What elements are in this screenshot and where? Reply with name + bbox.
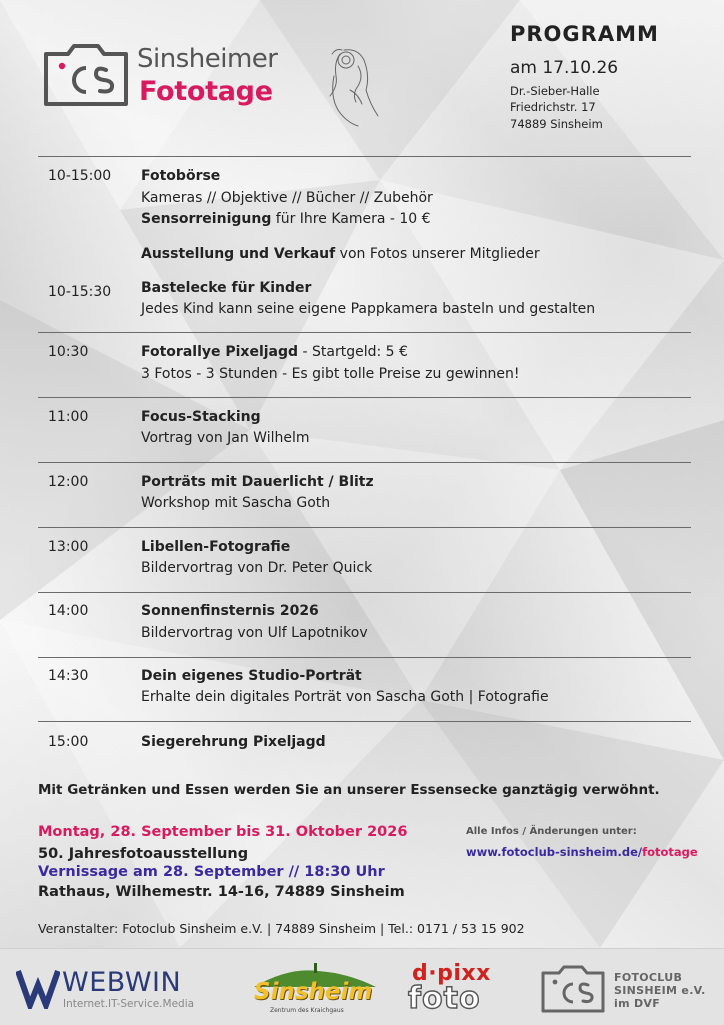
venue-city: 74889 Sinsheim — [510, 117, 603, 131]
dpixx-foto-wordmark: foto — [408, 981, 481, 1016]
divider — [38, 462, 691, 463]
camera-icon — [42, 40, 130, 108]
website-link-highlight: fototage — [642, 845, 698, 859]
schedule-title: Fotorallye Pixeljagd — [141, 344, 299, 360]
exhibition-place: Rathaus, Wilhemestr. 14-16, 74889 Sinsheim — [38, 884, 405, 900]
venue-name: Dr.-Sieber-Halle — [510, 84, 600, 98]
photographer-sketch-icon — [314, 46, 384, 130]
dpixx-wordmark: d·pixx — [412, 961, 491, 986]
schedule-time: 13:00 — [48, 539, 89, 555]
divider — [38, 592, 691, 593]
exhibition-title: 50. Jahresfotoausstellung — [38, 846, 249, 862]
schedule-title: Bastelecke für Kinder — [141, 280, 312, 296]
sinsheimer-fototage-logo — [42, 36, 342, 116]
website-link[interactable] — [466, 845, 698, 859]
exhibition-dates: Montag, 28. September bis 31. Oktober 2026 — [38, 824, 408, 840]
schedule-time: 11:00 — [48, 409, 89, 425]
schedule-title: Dein eigenes Studio-Porträt — [141, 668, 362, 684]
detail-text: für Ihre Kamera - 10 € — [271, 211, 431, 227]
website-link-main: www.fotoclub-sinsheim.de/ — [466, 845, 643, 859]
schedule-time: 14:30 — [48, 668, 89, 684]
schedule-time: 14:00 — [48, 603, 89, 619]
catering-note: Mit Getränken und Essen werden Sie an unserer Essensecke ganztägig verwöhnt. — [38, 782, 660, 798]
schedule-title: Porträts mit Dauerlicht / Blitz — [141, 474, 374, 490]
detail-highlight: Ausstellung und Verkauf — [141, 246, 336, 262]
logo-wordmark-bottom: Fototage — [139, 76, 273, 107]
schedule-title: Siegerehrung Pixeljagd — [141, 734, 326, 750]
info-label: Alle Infos / Änderungen unter: — [466, 826, 637, 837]
camera-icon — [540, 963, 606, 1015]
sponsor-bar — [0, 948, 724, 1025]
divider — [38, 527, 691, 528]
divider — [38, 721, 691, 722]
fotoclub-line3: im DVF — [614, 997, 661, 1010]
schedule-detail: Bildervortrag von Ulf Lapotnikov — [141, 625, 368, 641]
schedule-title: Libellen-Fotografie — [141, 539, 291, 555]
schedule-title-row — [141, 344, 408, 360]
logo-wordmark-top: Sinsheimer — [137, 44, 278, 74]
schedule-title: Fotobörse — [141, 168, 221, 184]
webwin-w-icon — [16, 967, 60, 1009]
schedule-detail: 3 Fotos - 3 Stunden - Es gibt tolle Preise zu gewinnen! — [141, 366, 520, 382]
schedule-time: 10:30 — [48, 344, 89, 360]
event-date: am 17.10.26 — [510, 58, 619, 78]
schedule-detail: Erhalte dein digitales Porträt von Sascha Goth | Fotografie — [141, 689, 549, 705]
schedule-title: Sonnenfinsternis 2026 — [141, 603, 319, 619]
fotoclub-line1: FOTOCLUB — [614, 971, 683, 984]
schedule-time: 12:00 — [48, 474, 89, 490]
schedule-detail: Vortrag von Jan Wilhelm — [141, 430, 310, 446]
webwin-name: WEBWIN — [62, 967, 182, 998]
schedule-detail: Workshop mit Sascha Goth — [141, 495, 331, 511]
divider — [38, 156, 691, 157]
schedule-detail — [141, 211, 431, 227]
schedule-detail: Jedes Kind kann seine eigene Pappkamera basteln und gestalten — [141, 301, 596, 317]
dpixx-logo — [408, 959, 508, 1019]
sinsheim-city-logo — [248, 961, 380, 1017]
divider — [38, 397, 691, 398]
exhibition-vernissage: Vernissage am 28. September // 18:30 Uhr — [38, 864, 385, 880]
schedule-time: 15:00 — [48, 734, 89, 750]
detail-highlight: Sensorreinigung — [141, 211, 272, 227]
organizer-line: Veranstalter: Fotoclub Sinsheim e.V. | 74889 Sinsheim | Tel.: 0171 / 53 15 902 — [38, 921, 525, 936]
schedule-detail: Bildervortrag von Dr. Peter Quick — [141, 560, 373, 576]
webwin-logo — [16, 965, 216, 1011]
divider — [38, 657, 691, 658]
detail-text: von Fotos unserer Mitglieder — [335, 246, 540, 262]
schedule-title: Focus-Stacking — [141, 409, 261, 425]
venue-street: Friedrichstr. 17 — [510, 100, 596, 114]
sinsheim-tagline: Zentrum des Kraichgaus — [270, 1007, 344, 1014]
divider — [38, 332, 691, 333]
schedule-detail: Kameras // Objektive // Bücher // Zubehör — [141, 190, 433, 206]
fotoclub-logo — [540, 963, 720, 1017]
schedule-time: 10-15:30 — [48, 284, 112, 300]
fotoclub-line2: SINSHEIM e.V. — [614, 984, 706, 997]
page-title: PROGRAMM — [510, 22, 659, 46]
webwin-tagline: Internet.IT-Service.Media — [63, 998, 195, 1010]
schedule-detail — [141, 246, 540, 262]
schedule-title-suffix: - Startgeld: 5 € — [298, 344, 408, 360]
schedule-time: 10-15:00 — [48, 168, 112, 184]
sinsheim-wordmark: Sinsheim — [254, 979, 373, 1005]
